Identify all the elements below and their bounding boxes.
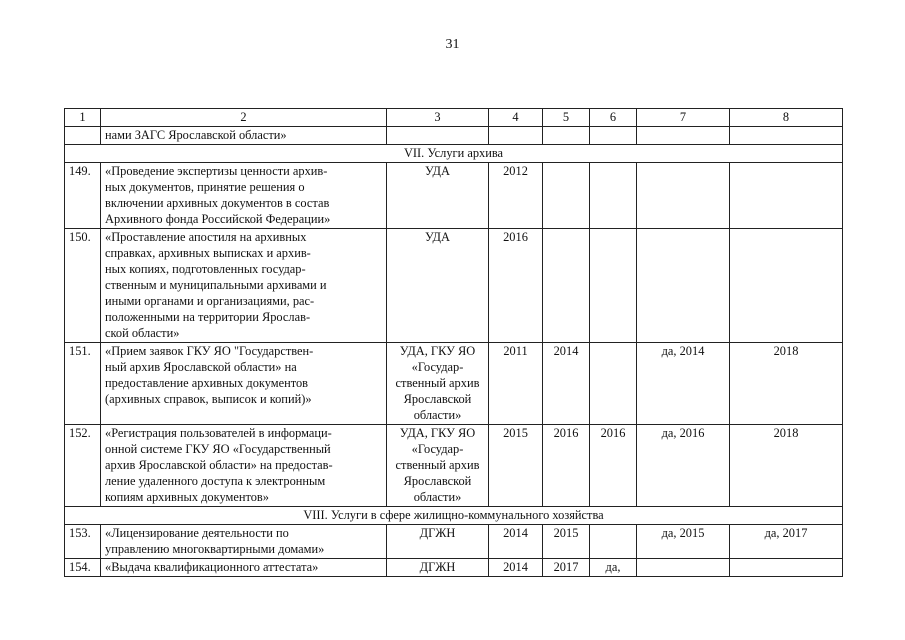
section-row-housing: [65, 507, 843, 525]
cell-c6: [590, 525, 637, 559]
section-title: VII. Услуги архива: [65, 145, 843, 163]
cell-c7: [637, 163, 730, 229]
responsible-organization: [387, 229, 489, 343]
cell-c8: 2018: [730, 343, 843, 425]
header-cell: 1: [65, 109, 101, 127]
text-line: области»: [413, 408, 462, 422]
text-line: справках, архивных выписках и архив-: [105, 246, 311, 260]
text-line: архив Ярославской области» на предостав-: [105, 458, 333, 472]
row-number: [65, 127, 101, 145]
responsible-organization: [387, 343, 489, 425]
cell-c4: 2015: [489, 425, 543, 507]
table-row: [65, 127, 843, 145]
header-cell: 8: [730, 109, 843, 127]
cell-c5: 2017: [543, 559, 590, 577]
text-line: УДА, ГКУ ЯО: [399, 344, 476, 358]
row-number: 151.: [65, 343, 101, 425]
cell-c7: да, 2016: [637, 425, 730, 507]
cell-c7: [637, 229, 730, 343]
cell-c6: [590, 343, 637, 425]
text-line: «Выдача квалификационного аттестата»: [105, 560, 319, 574]
cell-c7: [637, 559, 730, 577]
section-row-archive: [65, 145, 843, 163]
page-number: 31: [445, 37, 460, 52]
table-row: [65, 343, 843, 425]
cell-c5: [543, 163, 590, 229]
text-line: положенными на территории Ярослав-: [105, 310, 311, 324]
text-line: ской области»: [105, 326, 180, 340]
text-line: включении архивных документов в состав: [105, 196, 330, 210]
text-line: ственным и муниципальными архивами и: [105, 278, 327, 292]
cell: [387, 127, 489, 145]
cell-c4: 2014: [489, 559, 543, 577]
header-row: [65, 109, 843, 127]
cell-c6: да,: [590, 559, 637, 577]
service-name: [101, 559, 387, 577]
cell: [637, 127, 730, 145]
text-line: области»: [413, 490, 462, 504]
text-line: Архивного фонда Российской Федерации»: [105, 212, 331, 226]
table-row: [65, 559, 843, 577]
cell-c8: да, 2017: [730, 525, 843, 559]
text-line: ление удаленного доступа к электронным: [105, 474, 326, 488]
cell: [730, 127, 843, 145]
service-name: [101, 163, 387, 229]
table-row: [65, 163, 843, 229]
responsible-organization: [387, 525, 489, 559]
text-line: «Проставление апостиля на архивных: [105, 230, 307, 244]
cell-c8: 2018: [730, 425, 843, 507]
text-line: УДА, ГКУ ЯО: [399, 426, 476, 440]
header-cell: 3: [387, 109, 489, 127]
text-line: «Прием заявок ГКУ ЯО "Государствен-: [105, 344, 314, 358]
cell-c5: 2014: [543, 343, 590, 425]
text-line: Ярославской: [403, 392, 472, 406]
cell-c4: 2016: [489, 229, 543, 343]
service-name: [101, 343, 387, 425]
cell-c4: 2014: [489, 525, 543, 559]
cell-c8: [730, 559, 843, 577]
header-cell: 4: [489, 109, 543, 127]
text-line: ных документов, принятие решения о: [105, 180, 305, 194]
service-name: [101, 229, 387, 343]
cell: [489, 127, 543, 145]
text-line: Ярославской: [403, 474, 472, 488]
text-line: онной системе ГКУ ЯО «Государственный: [105, 442, 331, 456]
cell-c6: [590, 163, 637, 229]
header-cell: 2: [101, 109, 387, 127]
service-name: [101, 525, 387, 559]
text-line: УДА: [425, 164, 450, 178]
text-line: ДГЖН: [419, 560, 456, 574]
cell-c5: 2016: [543, 425, 590, 507]
text-line: «Лицензирование деятельности по: [105, 526, 289, 540]
responsible-organization: [387, 559, 489, 577]
header-cell: 6: [590, 109, 637, 127]
row-number: 149.: [65, 163, 101, 229]
text-line: иными органами и организациями, рас-: [105, 294, 315, 308]
responsible-organization: [387, 163, 489, 229]
row-number: 150.: [65, 229, 101, 343]
text-line: ственный архив: [395, 376, 480, 390]
text-line: «Государ-: [411, 442, 464, 456]
cell-c7: да, 2014: [637, 343, 730, 425]
text-line: ных копиях, подготовленных государ-: [105, 262, 306, 276]
cell-c5: [543, 229, 590, 343]
table-row: [65, 229, 843, 343]
cell-c6: 2016: [590, 425, 637, 507]
cell: [590, 127, 637, 145]
section-title: VIII. Услуги в сфере жилищно-коммунального хозяйства: [65, 507, 843, 525]
text-line: ный архив Ярославской области» на: [105, 360, 297, 374]
table-row: [65, 525, 843, 559]
header-cell: 5: [543, 109, 590, 127]
text-line: «Регистрация пользователей в информаци-: [105, 426, 332, 440]
cell: [543, 127, 590, 145]
table-row: [65, 425, 843, 507]
responsible-organization: [387, 425, 489, 507]
text-line: (архивных справок, выписок и копий)»: [105, 392, 312, 406]
text-line: управлению многоквартирными домами»: [105, 542, 325, 556]
service-name: [101, 425, 387, 507]
cell-c7: да, 2015: [637, 525, 730, 559]
services-table: [64, 108, 843, 577]
text-line: копиям архивных документов»: [105, 490, 269, 504]
service-name: нами ЗАГС Ярославской области»: [101, 127, 387, 145]
cell-c8: [730, 229, 843, 343]
text-line: ственный архив: [395, 458, 480, 472]
text-line: УДА: [425, 230, 450, 244]
row-number: 152.: [65, 425, 101, 507]
row-number: 153.: [65, 525, 101, 559]
cell-c6: [590, 229, 637, 343]
text-line: предоставление архивных документов: [105, 376, 309, 390]
row-number: 154.: [65, 559, 101, 577]
cell-c8: [730, 163, 843, 229]
text-line: «Проведение экспертизы ценности архив-: [105, 164, 328, 178]
text-line: «Государ-: [411, 360, 464, 374]
cell-c4: 2012: [489, 163, 543, 229]
header-cell: 7: [637, 109, 730, 127]
cell-c5: 2015: [543, 525, 590, 559]
cell-c4: 2011: [489, 343, 543, 425]
text-line: ДГЖН: [419, 526, 456, 540]
